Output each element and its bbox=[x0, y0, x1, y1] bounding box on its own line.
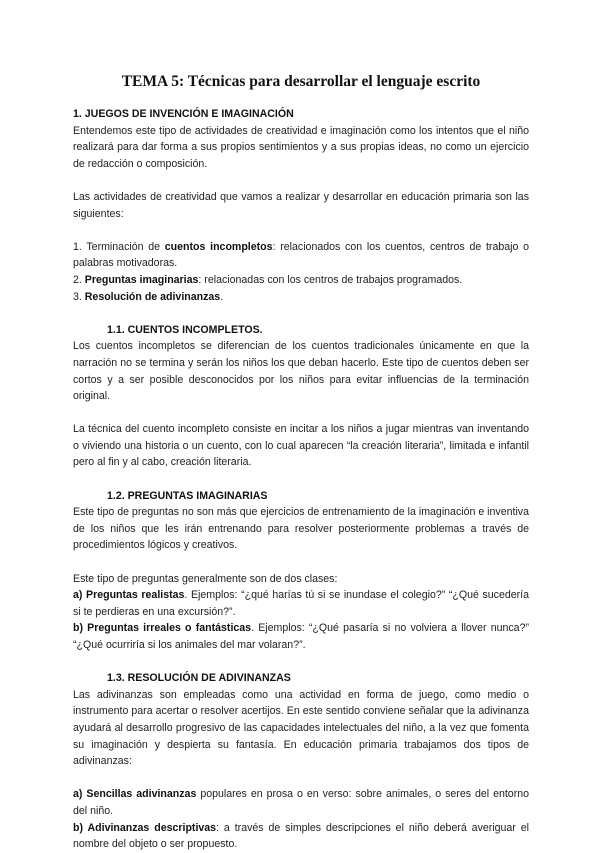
section-1-1-heading: 1.1. CUENTOS INCOMPLETOS. bbox=[107, 323, 263, 336]
section-1-1-paragraph-2: La técnica del cuento incompleto consiste en incitar a los niños a jugar mientras van inventando o viviendo una historia o un cuento, con lo cual aparecen “la creación literaria”, limitada e infantil pero al fin y al cabo, creación literaria. bbox=[73, 423, 529, 469]
section-1-heading: 1. JUEGOS DE INVENCIÓN E IMAGINACIÓN bbox=[73, 108, 294, 120]
section-1-2-paragraph-2: Este tipo de preguntas generalmente son de dos clases: bbox=[73, 572, 338, 585]
section-1-2-paragraph-1: Este tipo de preguntas no son más que ejercicios de entrenamiento de la imaginación e inventiva de los niños que les irán entrenando para resolver posteriormente problemas a través de procedimientos lógicos y creativos. bbox=[73, 506, 529, 552]
list-item: 2. Preguntas imaginarias: relacionadas con los centros de trabajos programados. bbox=[73, 273, 463, 286]
list-item: a) Sencillas adivinanzas populares en prosa o en verso: sobre animales, o seres del entorno del niño. bbox=[73, 788, 530, 817]
list-item: b) Adivinanzas descriptivas: a través de simples descripciones el niño deberá averiguar el nombre del objeto o ser propuesto. bbox=[73, 821, 529, 851]
section-1-2-heading: 1.2. PREGUNTAS IMAGINARIAS bbox=[107, 489, 268, 502]
list-item: 3. Resolución de adivinanzas. bbox=[73, 290, 224, 303]
list-item: a) Preguntas realistas. Ejemplos: “¿qué harías tú si se inundase el colegio?” “¿Qué sucedería si te perdieras en una excursión?”. bbox=[73, 589, 529, 618]
document-page bbox=[73, 72, 529, 853]
section-1-paragraph-2: Las actividades de creatividad que vamos a realizar y desarrollar en educación primaria son las siguientes: bbox=[73, 190, 529, 220]
page-title: TEMA 5: Técnicas para desarrollar el lenguaje escrito bbox=[121, 73, 481, 90]
section-1-paragraph-1: Entendemos este tipo de actividades de creatividad e imaginación como los intentos que el niño realizará para dar forma a sus propios sentimientos y a sus propias ideas, no como un ejercicio de redacción o composición. bbox=[73, 124, 529, 170]
list-item: 1. Terminación de cuentos incompletos: relacionados con los cuentos, centros de trabajo o palabras motivadoras. bbox=[73, 240, 530, 270]
list-item: b) Preguntas irreales o fantásticas. Ejemplos: “¿Qué pasaría si no volviera a llover nunca?” “¿Qué ocurriría si los animales del mar volaran?”. bbox=[73, 622, 529, 651]
section-1-3-heading: 1.3. RESOLUCIÓN DE ADIVINANZAS bbox=[107, 672, 291, 685]
section-1-3-paragraph-1: Las adivinanzas son empleadas como una actividad en forma de juego, como medio o instrumento para acertar o resolver acertijos. En este sentido conviene señalar que la adivinanza ayudará al desarrollo progresivo de las capacidades intelectuales del niño, a la vez que fomenta su imaginación y despierta su fantasía. En educación primaria trabajamos dos tipos de adivinanzas: bbox=[73, 688, 529, 768]
section-1-1-paragraph-1: Los cuentos incompletos se diferencian de los cuentos tradicionales únicamente en que la narración no se termina y serán los niños los que deban hacerlo. Este tipo de cuentos deben ser cortos y a ser posible desconocidos por los niños para evitar influencias de la terminación original. bbox=[73, 340, 529, 403]
